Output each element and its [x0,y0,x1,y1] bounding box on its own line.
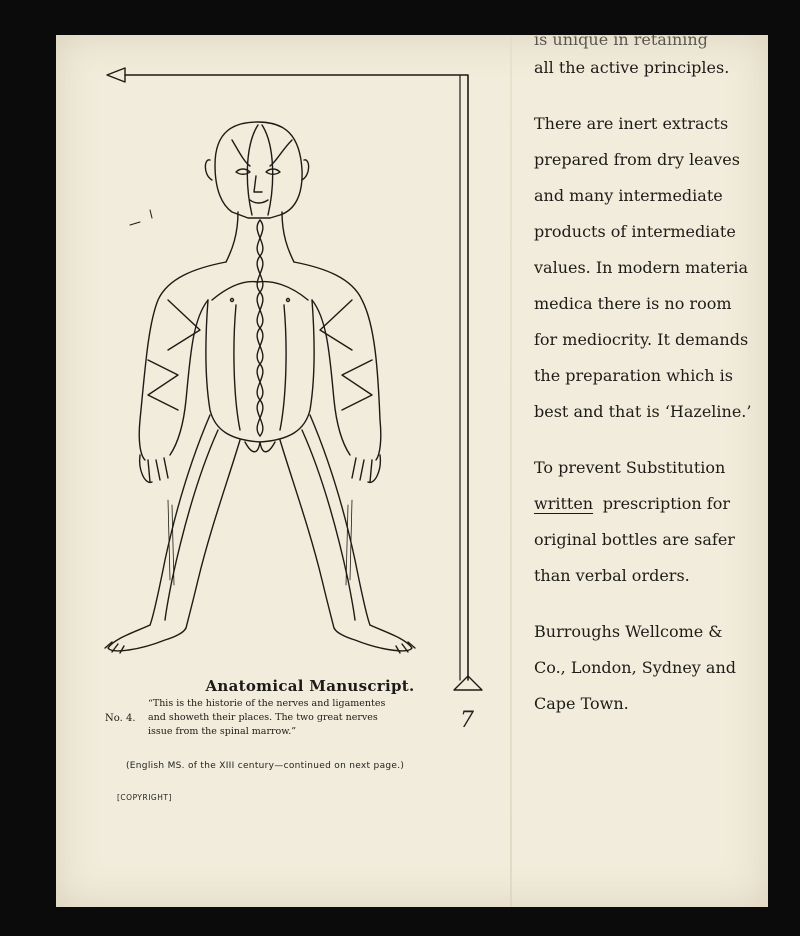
caption-title: Anatomical Manuscript. [205,677,415,695]
caption-quote-line: and showeth their places. The two great nerves [148,712,378,723]
text-line: There are inert extracts [534,114,729,133]
text-line: Burroughs Wellcome & [534,622,723,641]
text-line: the preparation which is [534,366,733,385]
copyright-notice: [COPYRIGHT] [117,793,172,802]
text-line: prepared from dry leaves [534,150,740,169]
text-line: best and that is ‘Hazeline.’ [534,402,752,421]
text-line: original bottles are safer [534,530,735,549]
handwritten-mark: 7 [460,708,474,733]
text-line: and many intermediate [534,186,723,205]
written-word: written [534,494,594,513]
text-line: all the active principles. [534,58,730,77]
text-line: Co., London, Sydney and [534,658,736,677]
text-line: for mediocrity. It demands [534,330,749,349]
caption-quote [148,697,418,739]
advertisement-text-column [534,30,752,722]
text-line: products of intermediate [534,222,736,241]
text-line: Cape Town. [534,694,629,713]
caption-quote-line: issue from the spinal marrow.” [148,726,297,737]
caption-number: No. 4. [105,713,136,724]
text-line: medica there is no room [534,294,732,313]
caption-quote-line: “This is the historie of the nerves and ligamentes [148,698,386,709]
text-line [534,486,730,522]
text-line: values. In modern materia [534,258,749,277]
text-line: To prevent Substitution [534,458,726,477]
prescription-phrase: prescription for [602,494,730,513]
caption-source: (English MS. of the XIII century—continued on next page.) [126,761,405,771]
text-line-cut: is unique in retaining [534,30,708,49]
text-line: than verbal orders. [534,566,690,585]
